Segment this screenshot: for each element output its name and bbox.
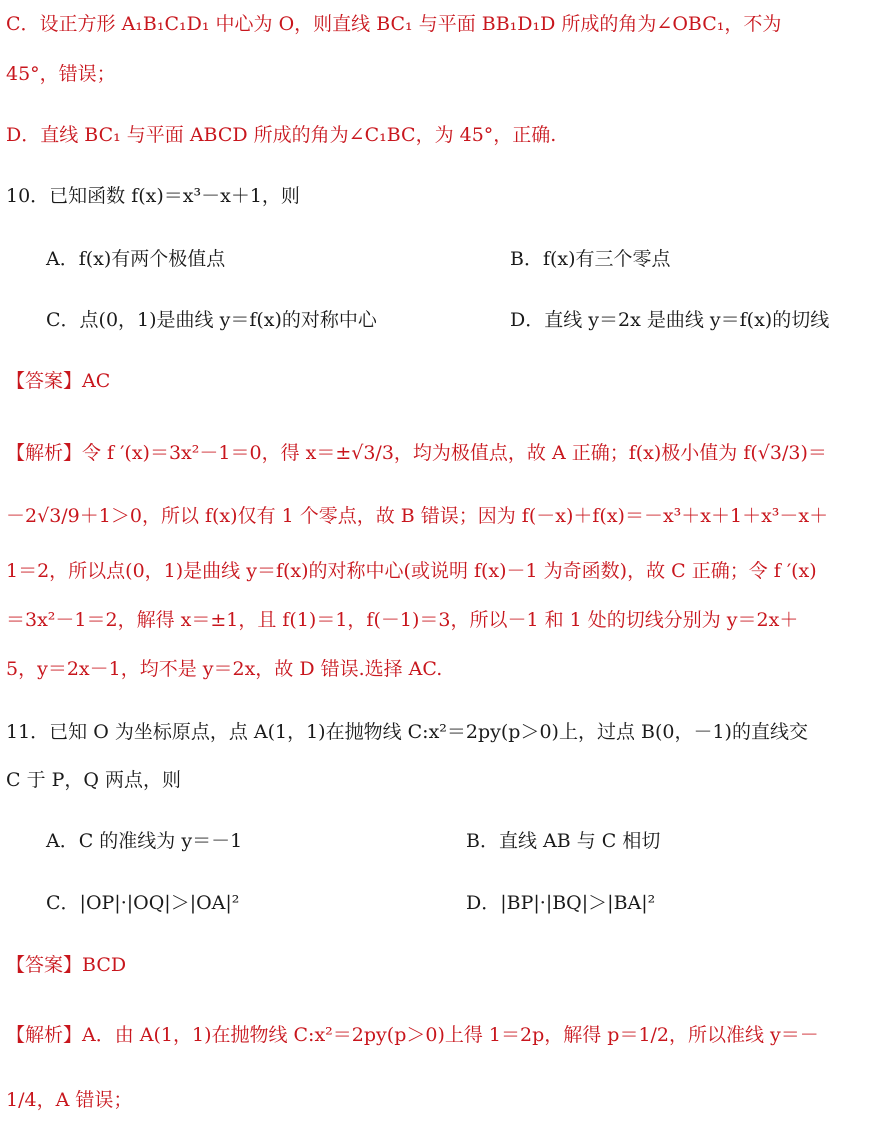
q10-stem: 10．已知函数 f(x)＝x³－x＋1，则: [6, 185, 300, 207]
q10-analysis-line2: －2√3/9＋1＞0，所以 f(x)仅有 1 个零点，故 B 错误；因为 f(－x)＋f(x)＝－x³＋x＋1＋x³－x＋: [6, 505, 829, 527]
q11-stem-line1: 11．已知 O 为坐标原点，点 A(1，1)在抛物线 C:x²＝2py(p＞0)上，过点 B(0，－1)的直线交: [6, 721, 808, 743]
q10-answer: 【答案】AC: [6, 370, 111, 392]
c9-option-d-line: D．直线 BC₁ 与平面 ABCD 所成的角为∠C₁BC，为 45°，正确.: [6, 124, 557, 146]
q11-stem-line2: C 于 P，Q 两点，则: [6, 769, 182, 791]
q11-answer: 【答案】BCD: [6, 954, 127, 976]
q10-option-a: A．f(x)有两个极值点: [46, 248, 226, 270]
q11-option-c: C．|OP|·|OQ|＞|OA|²: [46, 892, 240, 914]
q11-option-a: A．C 的准线为 y＝－1: [46, 830, 243, 852]
q10-analysis-line5: 5，y＝2x－1，均不是 y＝2x，故 D 错误.选择 AC.: [6, 658, 443, 680]
q11-option-d: D．|BP|·|BQ|＞|BA|²: [466, 892, 656, 914]
q10-option-c: C．点(0，1)是曲线 y＝f(x)的对称中心: [46, 309, 377, 331]
c9-option-c-line2: 45°，错误；: [6, 63, 116, 85]
q10-analysis-line1: 【解析】令 f ′(x)＝3x²－1＝0，得 x＝±√3/3，均为极值点，故 A 正确；f(x)极小值为 f(√3/3)＝: [6, 442, 827, 464]
q11-analysis-line2: 1/4，A 错误；: [6, 1089, 133, 1111]
q11-option-b: B．直线 AB 与 C 相切: [466, 830, 661, 852]
q10-option-d: D．直线 y＝2x 是曲线 y＝f(x)的切线: [510, 309, 830, 331]
q10-option-b: B．f(x)有三个零点: [510, 248, 671, 270]
q10-analysis-line4: ＝3x²－1＝2，解得 x＝±1，且 f(1)＝1，f(－1)＝3，所以－1 和 1 处的切线分别为 y＝2x＋: [6, 609, 799, 631]
q11-analysis-line1: 【解析】A．由 A(1，1)在抛物线 C:x²＝2py(p＞0)上得 1＝2p，解得 p＝1/2，所以准线 y＝－: [6, 1024, 819, 1046]
c9-option-c-line1: C．设正方形 A₁B₁C₁D₁ 中心为 O，则直线 BC₁ 与平面 BB₁D₁D 所成的角为∠OBC₁，不为: [6, 13, 782, 35]
q10-analysis-line3: 1＝2，所以点(0，1)是曲线 y＝f(x)的对称中心(或说明 f(x)－1 为奇函数)，故 C 正确；令 f ′(x): [6, 560, 817, 582]
